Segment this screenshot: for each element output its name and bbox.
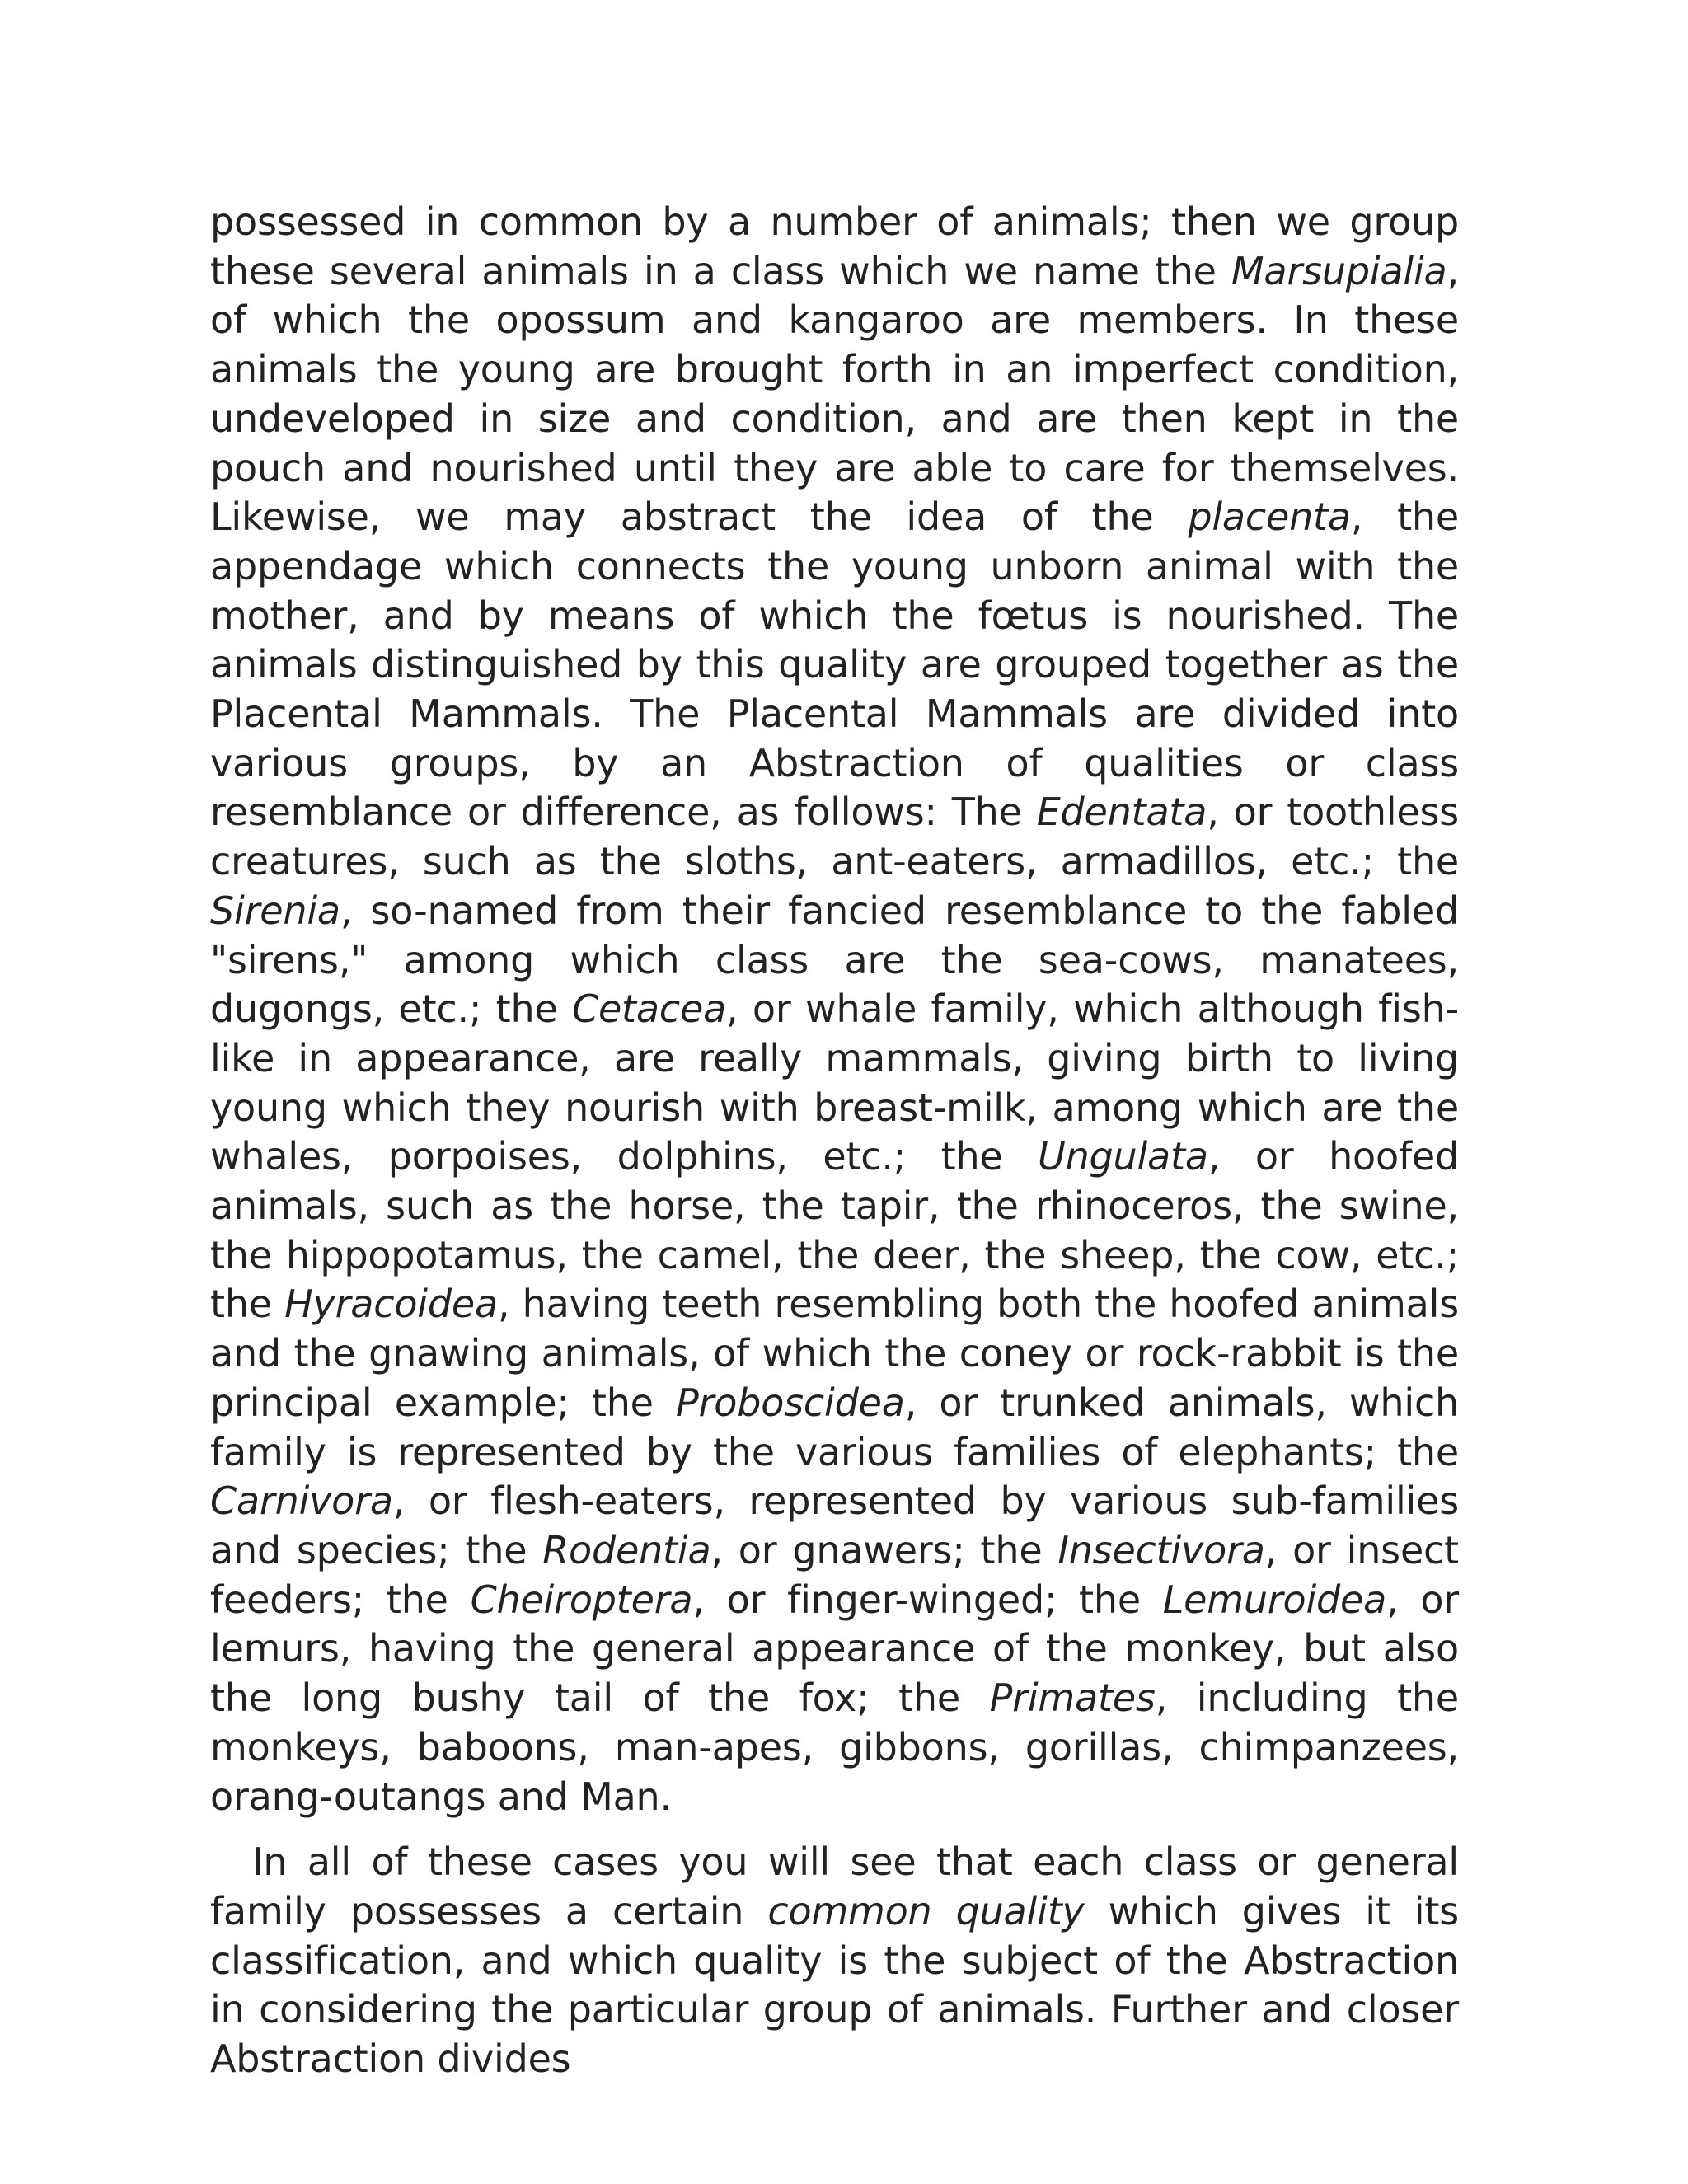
- text-run: which gives it its classification, and which quality is the subject of the Abstraction in considering the particular group of animals. Further and closer Abstraction divides: [210, 1888, 1459, 2082]
- italic-term: Sirenia: [210, 888, 340, 933]
- text-run: , or finger-winged; the: [692, 1577, 1163, 1622]
- italic-term: Marsupialia: [1231, 248, 1447, 293]
- italic-term: Ungulata: [1038, 1134, 1208, 1179]
- italic-term: Proboscidea: [676, 1380, 905, 1425]
- text-run: , the appendage which connects the young unborn animal with the mother, and by means of which the fœtus is nourished. The animals distinguished by this quality are grouped together as the Placental Mammals. The Placental Mammals are divided into various groups, by an Abstraction of qualities or class resemblance or difference, as follows: The: [210, 494, 1459, 835]
- italic-term: Rodentia: [542, 1527, 711, 1572]
- text-run: , or insect feeders; the: [210, 1527, 1459, 1622]
- italic-term: Hyracoidea: [284, 1282, 498, 1327]
- text-run: , so-named from their fancied resemblance to the fabled "sirens," among which class are the sea-cows, manatees, dugongs, etc.; the: [210, 888, 1459, 1032]
- text-run: possessed in common by a number of animals; then we group these several animals in a class which we name the: [210, 199, 1459, 293]
- italic-term: Primates: [989, 1675, 1156, 1721]
- text-run: , of which the opossum and kangaroo are members. In these animals the young are brought forth in an imperfect condition, undeveloped in size and condition, and are then kept in the pouch and nourished until they are able to care for themselves. Likewise, we may abstract the idea of the: [210, 248, 1459, 540]
- italic-term: common quality: [767, 1888, 1085, 1933]
- italic-term: Insectivora: [1057, 1527, 1265, 1572]
- paragraph-2: [210, 1838, 1459, 2084]
- text-run: , or flesh-eaters, represented by various sub-families and species; the: [210, 1479, 1459, 1572]
- italic-term: Cetacea: [572, 987, 727, 1032]
- body-text: [210, 198, 1459, 2084]
- text-run: , or gnawers; the: [710, 1527, 1058, 1572]
- text-run: , or hoofed animals, such as the horse, the tapir, the rhinoceros, the swine, the hippopotamus, the camel, the deer, the sheep, the cow, etc.; the: [210, 1134, 1460, 1327]
- text-run: , or lemurs, having the general appearance of the monkey, but also the long bushy tail of the fox; the: [210, 1577, 1460, 1721]
- text-run: , or toothless creatures, such as the sloths, ant-eaters, armadillos, etc.; the: [210, 790, 1459, 884]
- italic-term: placenta: [1188, 494, 1351, 540]
- text-run: , including the monkeys, baboons, man-apes, gibbons, gorillas, chimpanzees, orang-outangs and Man.: [210, 1675, 1459, 1819]
- text-run: , or whale family, which although fish-like in appearance, are really mammals, giving birth to living young which they nourish with breast-milk, among which are the whales, porpoises, dolphins, etc.; the: [210, 987, 1459, 1179]
- italic-term: Edentata: [1036, 790, 1207, 835]
- text-run: In all of these cases you will see that each class or general family possesses a certain: [210, 1840, 1459, 1933]
- paragraph-1: [210, 198, 1459, 1821]
- text-run: , or trunked animals, which family is represented by the various families of elephants; the: [210, 1380, 1459, 1474]
- italic-term: Carnivora: [210, 1479, 393, 1524]
- italic-term: Lemuroidea: [1162, 1577, 1387, 1622]
- text-run: , having teeth resembling both the hoofed animals and the gnawing animals, of which the coney or rock-rabbit is the principal example; the: [210, 1282, 1459, 1425]
- italic-term: Cheiroptera: [470, 1577, 693, 1622]
